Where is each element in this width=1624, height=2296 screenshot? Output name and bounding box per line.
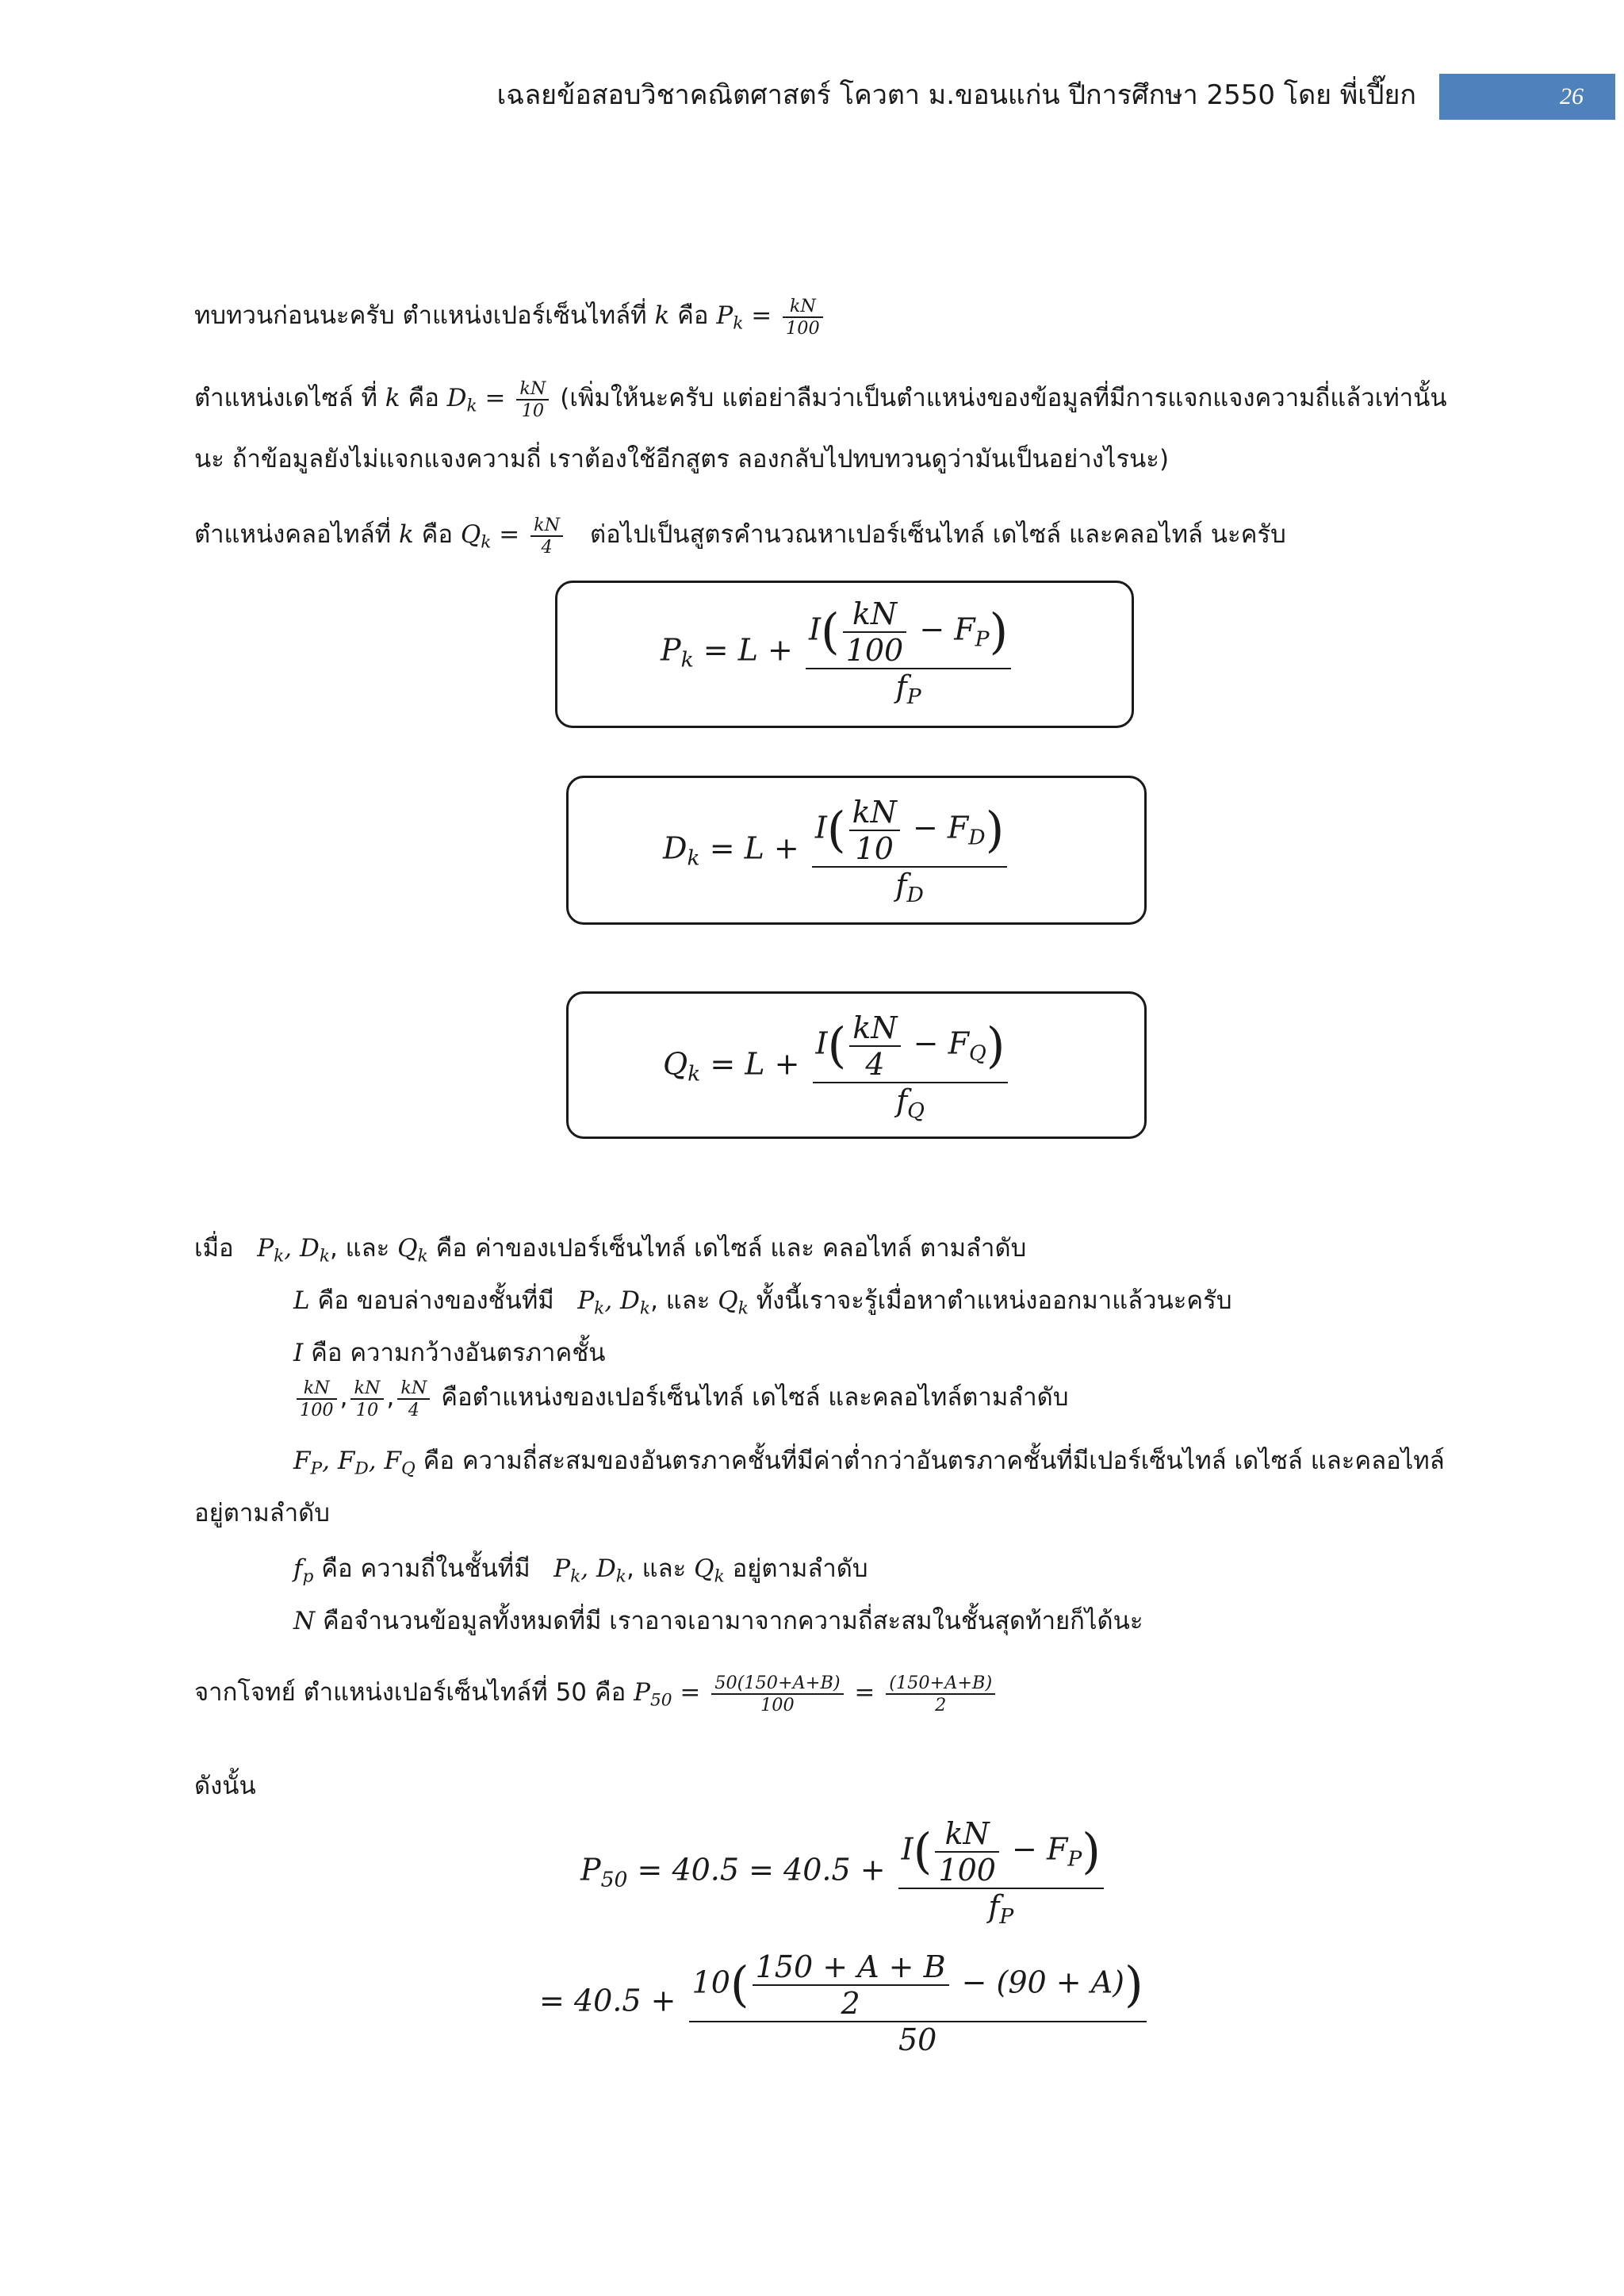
math-k: k bbox=[398, 520, 414, 549]
page-number-box bbox=[1439, 74, 1615, 120]
def-line-4: $\frac{kN}{100}$ , $\frac{kN}{10}$ , $\frac{kN}{4}$ คือตำแหน่งของเปอร์เซ็นไทล์ เดไซล์ และคลอไทล์ตามลำดับ bbox=[293, 1377, 1069, 1420]
def-line-6: $f_p$ คือ ความถี่ในชั้นที่มี $P_k$, $D_k$, และ $Q_k$ อยู่ตามลำดับ bbox=[293, 1554, 868, 1587]
page-number: 26 bbox=[1560, 83, 1584, 109]
q-k: $Q_k$ bbox=[460, 520, 492, 553]
is-text: คือ bbox=[677, 301, 709, 330]
p50-computation: $P_{50} = 40.5 = 40.5$ + I( $\frac{kN}{100}$ − $F_P$) $f_P$ bbox=[580, 1816, 1107, 1929]
intro-decile-line bbox=[194, 378, 1447, 421]
frac-kn-100: $\frac{kN}{100}$ bbox=[783, 296, 823, 339]
intro-decile-note-2: นะ ถ้าข้อมูลยังไม่แจกแจงความถี่ เราต้องใช้อีกสูตร ลองกลับไปทบทวนดูว่ามันเป็นอย่างไรนะ) bbox=[194, 445, 1170, 473]
is-text: คือ bbox=[421, 520, 453, 549]
def-line-5: $F_P$, $F_D$, $F_Q$ คือ ความถี่สะสมของอันตรภาคชั้นที่มีค่าต่ำกว่าอันตรภาคชั้นที่มีเปอร์เซ็นไทล์ เดไซล์ และคลอไทล์ bbox=[293, 1447, 1445, 1479]
def-line-2: L คือ ขอบล่างของชั้นที่มี $P_k$, $D_k$, และ $Q_k$ ทั้งนี้เราจะรู้เมื่อหาตำแหน่งออกมาแล้วนะครับ bbox=[293, 1286, 1232, 1319]
eq: = bbox=[751, 301, 772, 330]
def-line-7: N คือจำนวนข้อมูลทั้งหมดที่มี เราอาจเอามาจากความถี่สะสมในชั้นสุดท้ายก็ได้นะ bbox=[293, 1607, 1143, 1635]
def-line-5b: อยู่ตามลำดับ bbox=[194, 1499, 330, 1527]
frac-kn-4: $\frac{kN}{4}$ bbox=[530, 515, 563, 558]
p-k: $P_k$ bbox=[716, 301, 744, 334]
quartile-note: ต่อไปเป็นสูตรคำนวณหาเปอร์เซ็นไทล์ เดไซล์ และคลอไทล์ นะครับ bbox=[590, 520, 1286, 549]
def-line-1: เมื่อ $P_k$, $D_k$, และ $Q_k$ คือ ค่าของเปอร์เซ็นไทล์ เดไซล์ และ คลอไทล์ ตามลำดับ bbox=[194, 1234, 1027, 1267]
problem-line: จากโจทย์ ตำแหน่งเปอร์เซ็นไทล์ที่ 50 คือ $P_{50}$ = $\frac{50(150+A+B)}{100}$ = $\frac{(150+A+B)}{2}$ bbox=[194, 1672, 998, 1715]
p50-substitution: = 40.5 + 10( $\frac{150 + A + B}{2}$ − (90 + A)) 50 bbox=[539, 1949, 1150, 2057]
math-k: k bbox=[654, 301, 670, 330]
math-k: k bbox=[385, 384, 400, 412]
percentile-formula: $P_k = L$ + I( $\frac{kN}{100}$ − $F_P$) $f_P$ bbox=[661, 596, 1014, 709]
decile-formula: $D_k = L$ + I( $\frac{kN}{10}$ − $F_D$) $f_D$ bbox=[663, 795, 1010, 907]
decile-text: ตำแหน่งเดไซล์ ที่ bbox=[194, 384, 377, 412]
quartile-text: ตำแหน่งคลอไทล์ที่ bbox=[194, 520, 392, 549]
eq: = bbox=[499, 520, 520, 549]
decile-note: (เพิ่มให้นะครับ แต่อย่าลืมว่าเป็นตำแหน่งของข้อมูลที่มีการแจกแจงความถี่แล้วเท่านั้น bbox=[560, 384, 1447, 412]
def-line-3: I คือ ความกว้างอันตรภาคชั้น bbox=[293, 1339, 606, 1367]
intro-text: ทบทวนก่อนนะครับ ตำแหน่งเปอร์เซ็นไทล์ที่ bbox=[194, 301, 647, 330]
therefore-text: ดังนั้น bbox=[194, 1772, 256, 1800]
intro-percentile-line bbox=[194, 295, 826, 339]
quartile-formula: $Q_k = L$ + I( $\frac{kN}{4}$ − $F_Q$) $f_Q$ bbox=[663, 1010, 1011, 1123]
eq: = bbox=[485, 384, 506, 412]
is-text: คือ bbox=[408, 384, 439, 412]
d-k: $D_k$ bbox=[446, 384, 477, 416]
frac-kn-10: $\frac{kN}{10}$ bbox=[516, 378, 549, 421]
header-title: เฉลยข้อสอบวิชาคณิตศาสตร์ โควตา ม.ขอนแก่น ปีการศึกษา 2550 โดย พี่เปี๊ยก bbox=[496, 79, 1416, 111]
intro-quartile-line bbox=[194, 514, 1286, 558]
